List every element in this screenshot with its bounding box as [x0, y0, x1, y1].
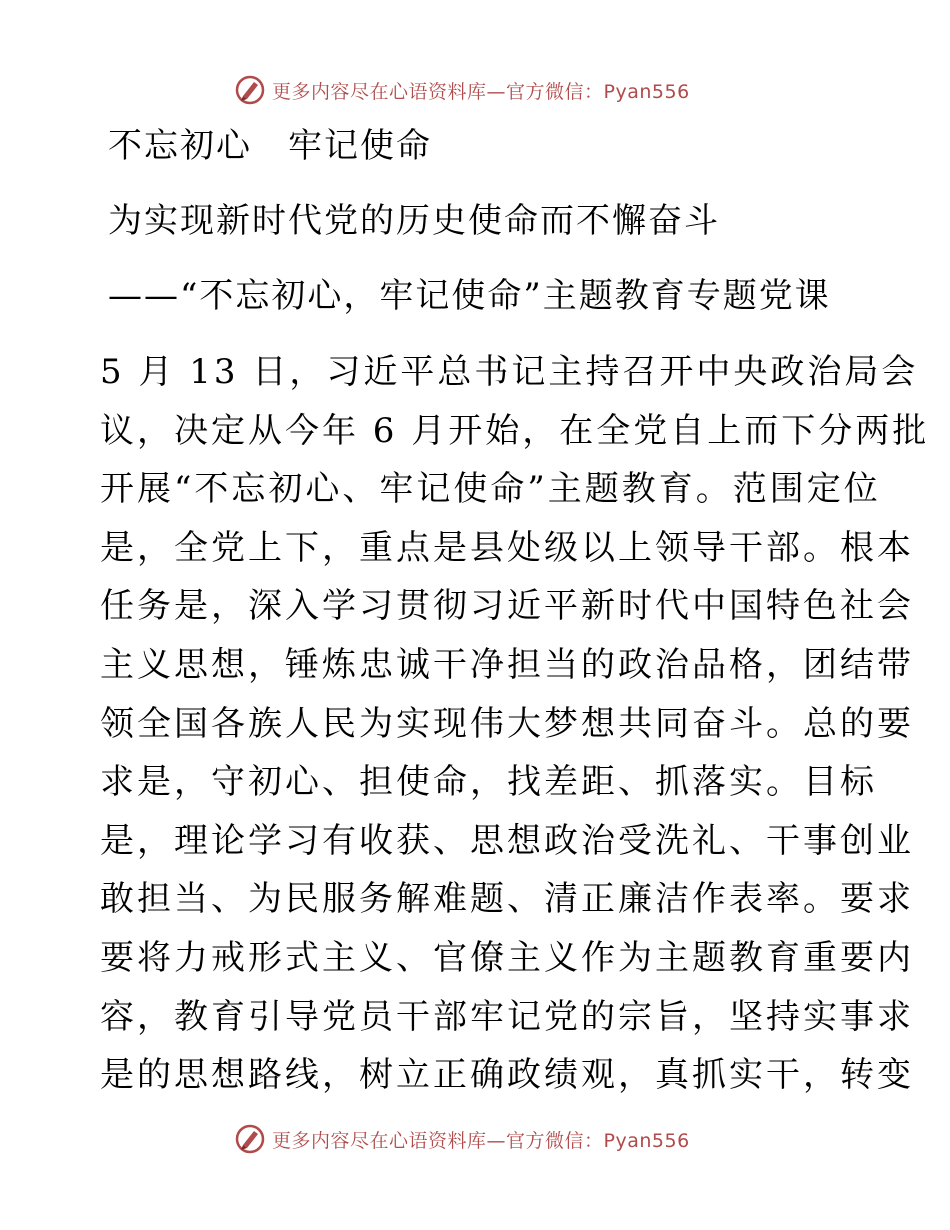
- body-line: 是的思想路线，树立正确政绩观，真抓实干，转变: [100, 1055, 914, 1096]
- document-subtitle: 为实现新时代党的历史使命而不懈奋斗: [108, 201, 720, 241]
- pen-logo-icon: [234, 1123, 266, 1155]
- body-line: 开展“不忘初心、牢记使命”主题教育。范围定位: [100, 469, 881, 510]
- body-line: 领全国各族人民为实现伟大梦想共同奋斗。总的要: [100, 703, 914, 744]
- body-line: 主义思想，锤炼忠诚干净担当的政治品格，团结带: [100, 644, 914, 685]
- body-line: 是，全党上下，重点是县处级以上领导干部。根本: [100, 527, 914, 568]
- body-line: 是，理论学习有收获、思想政治受洗礼、干事创业: [100, 820, 914, 861]
- body-line: 议，决定从今年 6 月开始，在全党自上而下分两批: [100, 410, 930, 451]
- body-paragraph: [100, 343, 930, 1105]
- body-line: 敢担当、为民服务解难题、清正廉洁作表率。要求: [100, 879, 914, 920]
- watermark-text: 更多内容尽在心语资料库—官方微信：Pyan556: [272, 80, 690, 103]
- pen-logo-icon: [234, 74, 266, 106]
- document-subheading: ——“不忘初心，牢记使命”主题教育专题党课: [108, 276, 831, 316]
- watermark-footer: [234, 1122, 690, 1156]
- watermark-header: [234, 73, 690, 107]
- document-title: 不忘初心 牢记使命: [108, 126, 432, 166]
- body-line: 要将力戒形式主义、官僚主义作为主题教育重要内: [100, 937, 914, 978]
- body-line: 5 月 13 日，习近平总书记主持召开中央政治局会: [100, 352, 919, 392]
- body-line: 容，教育引导党员干部牢记党的宗旨，坚持实事求: [100, 996, 914, 1037]
- watermark-text: 更多内容尽在心语资料库—官方微信：Pyan556: [272, 1129, 690, 1152]
- body-line: 任务是，深入学习贯彻习近平新时代中国特色社会: [100, 586, 914, 627]
- body-line: 求是，守初心、担使命，找差距、抓落实。目标: [100, 762, 877, 803]
